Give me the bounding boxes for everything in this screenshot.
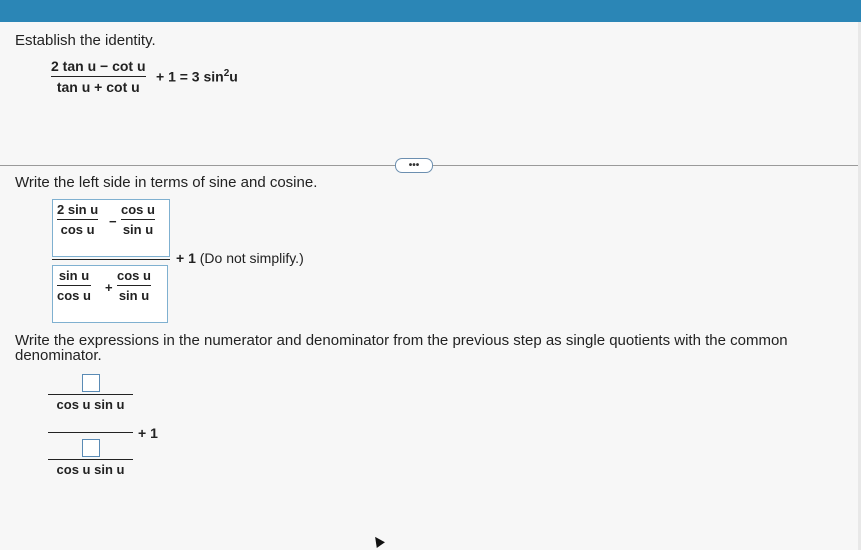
step1-num-op: − [109, 214, 117, 229]
step1-num-frac-a [57, 202, 98, 237]
identity-fraction [51, 58, 146, 95]
step1-num-b-bot: sin u [122, 222, 154, 237]
step2-denominator [48, 439, 133, 477]
fraction-bar [48, 459, 133, 460]
step1-den-b-bot: sin u [118, 288, 150, 303]
step2-numerator [48, 374, 133, 412]
problem-instruction: Establish the identity. [15, 32, 156, 49]
step1-den-op: + [105, 280, 113, 295]
step2-den-denominator: cos u sin u [56, 462, 125, 477]
step1-instruction: Write the left side in terms of sine and cosine. [15, 174, 318, 191]
identity-var: u [229, 68, 238, 85]
step2-numerator-input[interactable] [82, 374, 100, 392]
step1-den-b-top: cos u [117, 268, 151, 283]
step1-den-frac-a [57, 268, 91, 303]
step1-den-a-top: sin u [58, 268, 90, 283]
fraction-bar [121, 219, 155, 220]
step1-den-a-bot: cos u [57, 288, 91, 303]
step2-tail: + 1 [138, 425, 158, 441]
step1-num-frac-b [121, 202, 155, 237]
identity-denominator: tan u + cot u [56, 79, 140, 95]
step1-tail-plus-one: + 1 [176, 250, 196, 266]
step1-numerator-box [52, 199, 170, 257]
step2-instruction-line2: denominator. [15, 347, 102, 364]
question-panel [0, 22, 861, 550]
step2-main-bar [48, 432, 133, 433]
step1-main-bar [52, 259, 170, 260]
step1-num-a-bot: cos u [60, 222, 95, 237]
fraction-bar [48, 394, 133, 395]
fraction-bar [51, 76, 146, 77]
step1-tail [176, 250, 304, 266]
identity-rhs [156, 68, 238, 85]
step2-denominator-input[interactable] [82, 439, 100, 457]
identity-numerator: 2 tan u − cot u [51, 58, 146, 74]
top-bar [0, 0, 861, 22]
step1-note: (Do not simplify.) [199, 250, 304, 266]
identity-rhs-text: + 1 = 3 sin [156, 68, 224, 85]
step2-num-denominator: cos u sin u [56, 397, 125, 412]
fraction-bar [57, 219, 98, 220]
fraction-bar [57, 285, 91, 286]
step1-num-a-top: 2 sin u [57, 202, 99, 217]
identity-exponent: 2 [223, 68, 230, 79]
show-more-button[interactable]: ••• [395, 158, 433, 173]
fraction-bar [117, 285, 151, 286]
step1-denominator-box [52, 265, 168, 323]
step2-instruction-line1: Write the expressions in the numerator and denominator from the previous step as single quotients with the common [15, 332, 788, 349]
step1-num-b-top: cos u [121, 202, 155, 217]
step1-den-frac-b [117, 268, 151, 303]
